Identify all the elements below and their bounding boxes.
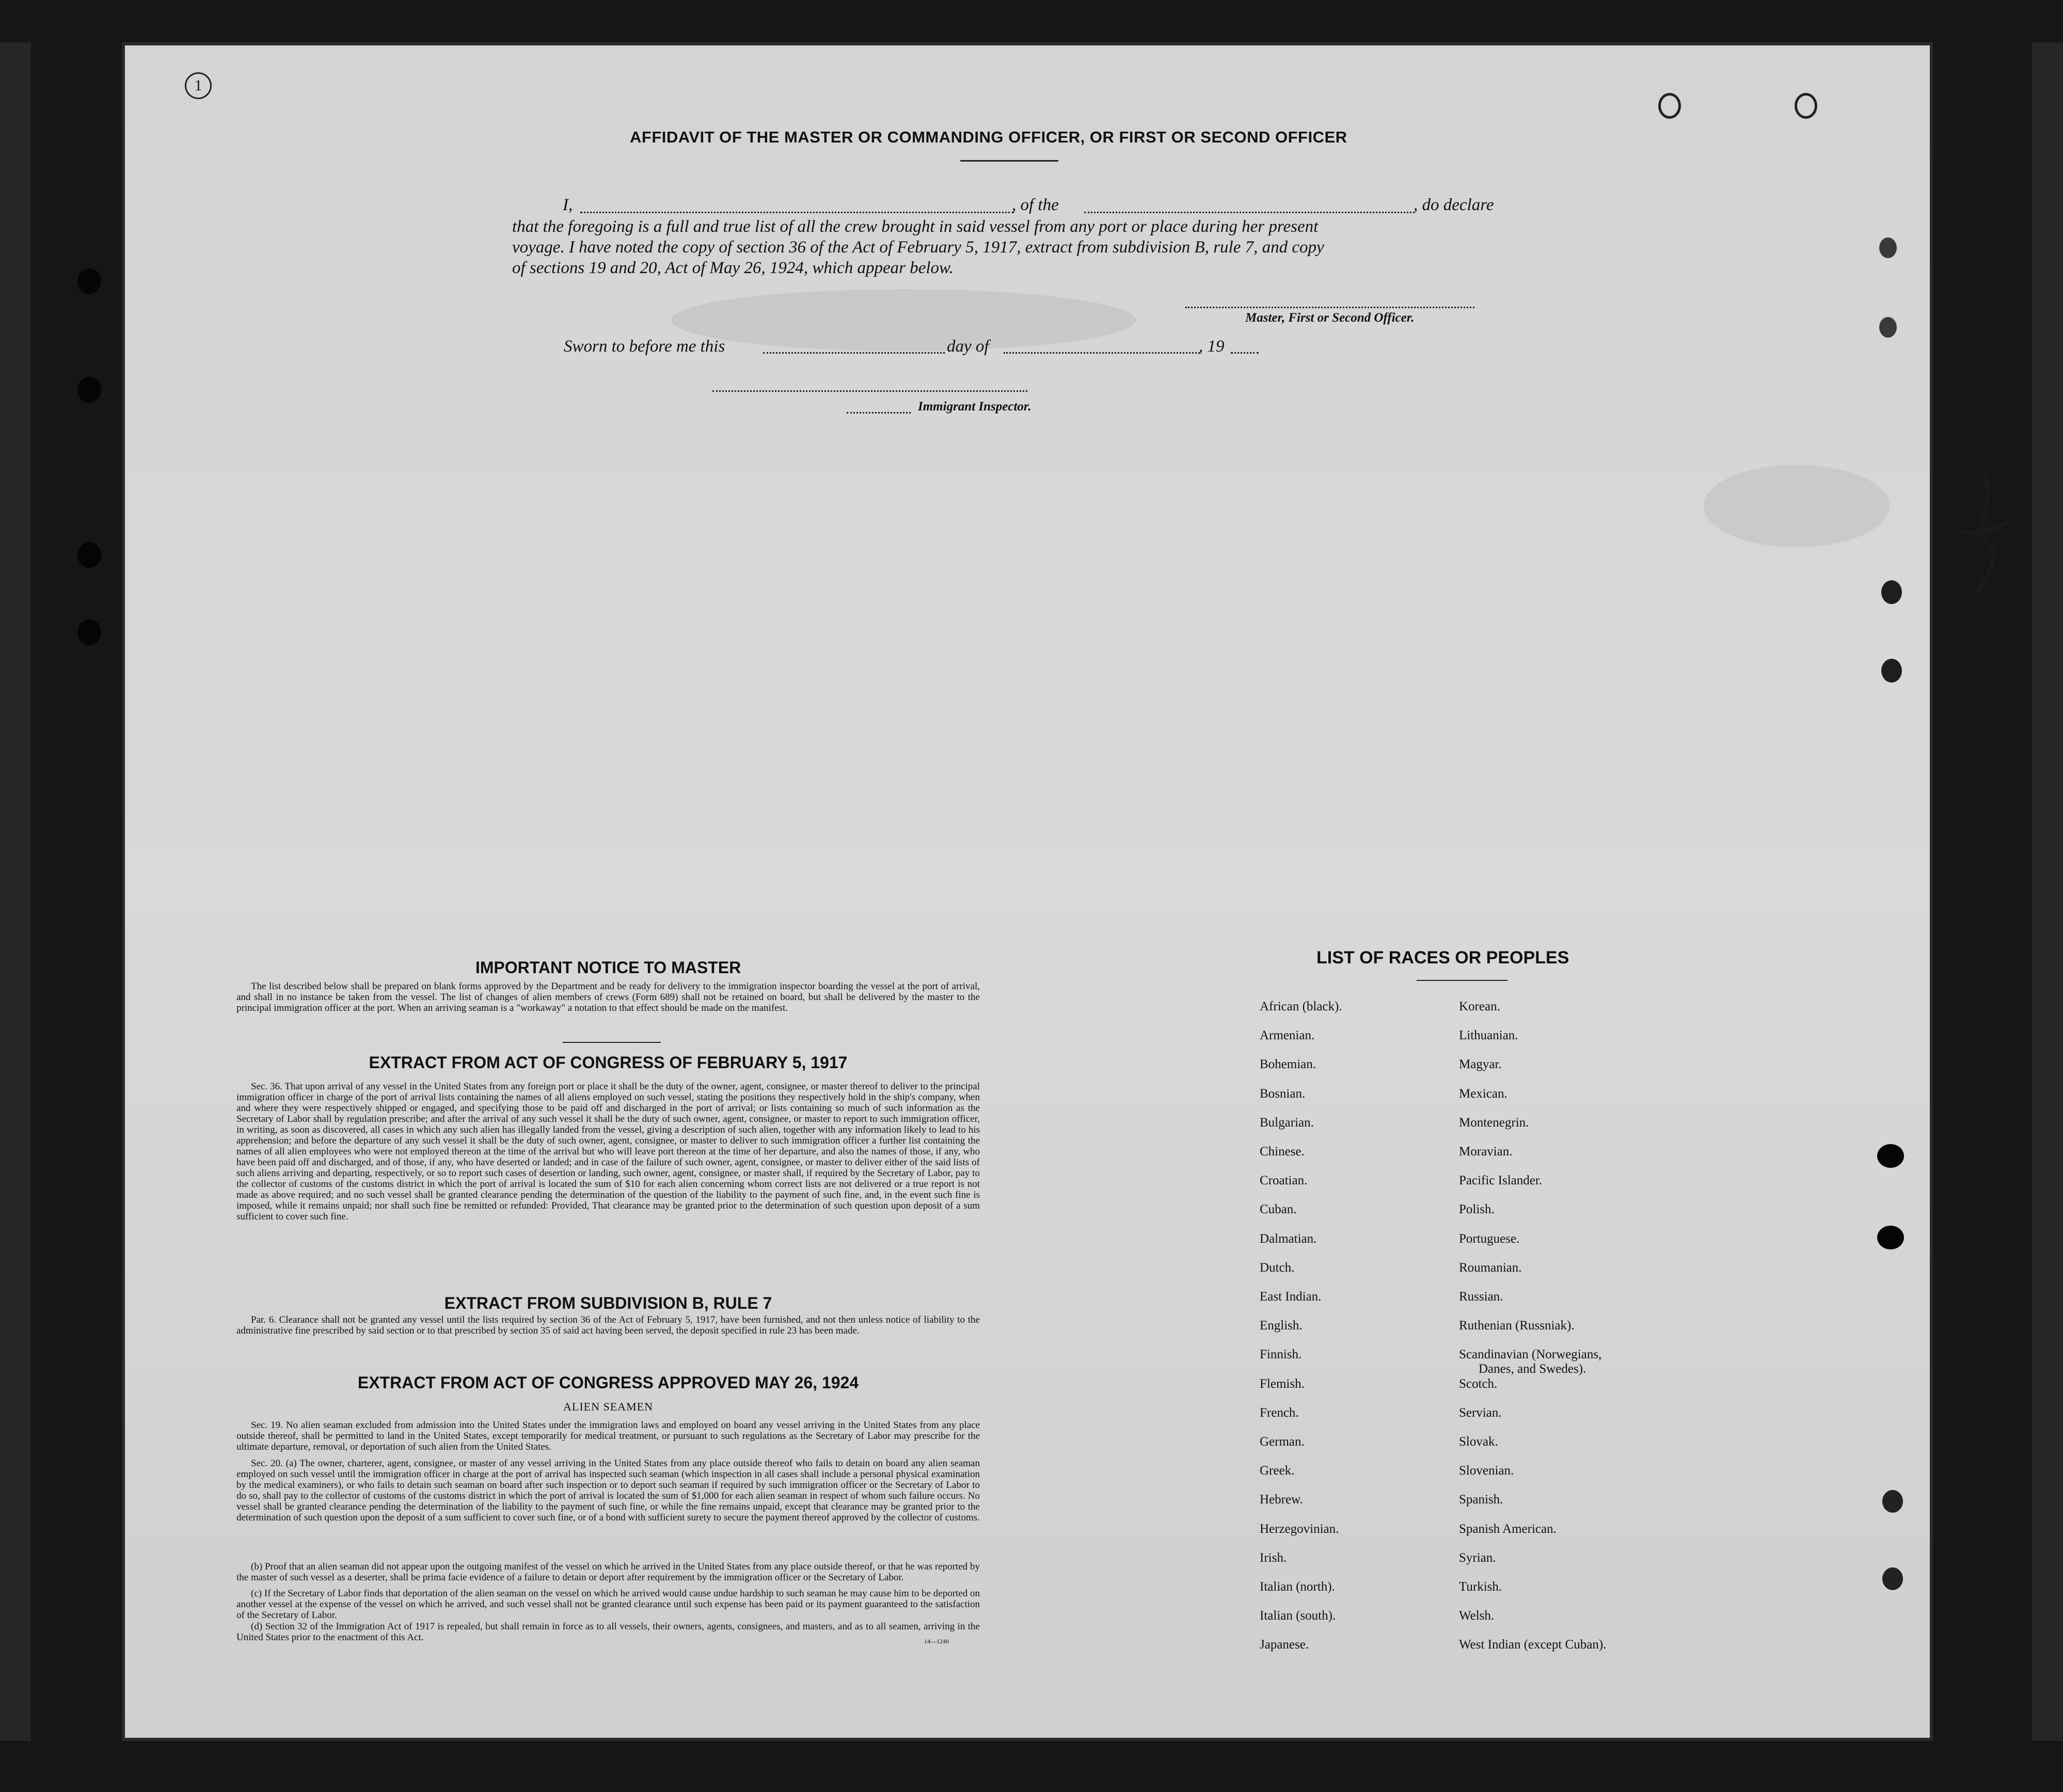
sec-20c-body: (c) If the Secretary of Labor finds that deportation of the alien seaman on the vessel on which he arrived would cause undue hardship to such seaman he may cause him to be deported on another vessel at the expense of the vessel on which he arrived, and such vessel shall not be granted clearance until such expense has been paid or its payment guaranteed to the satisfaction of the Secretary of Labor.: [236, 1588, 980, 1621]
sworn-year-line[interactable]: [1231, 352, 1259, 354]
race-item: Hebrew.: [1260, 1493, 1303, 1507]
race-item: Roumanian.: [1459, 1260, 1522, 1275]
races-title: LIST OF RACES OR PEOPLES: [1316, 948, 1569, 968]
divider: [563, 1042, 661, 1043]
form-number: 14—1240: [924, 1638, 949, 1645]
race-item: Montenegrin.: [1459, 1115, 1529, 1130]
affidavit-of-the: , of the: [1012, 196, 1059, 214]
race-item: Herzegovinian.: [1260, 1521, 1339, 1536]
race-item: Italian (south).: [1260, 1609, 1336, 1623]
race-item: Finnish.: [1260, 1347, 1302, 1362]
affidavit-do-declare: , do declare: [1414, 196, 1494, 214]
race-item: Bosnian.: [1260, 1086, 1306, 1101]
race-item: Flemish.: [1260, 1376, 1305, 1391]
notice-title: IMPORTANT NOTICE TO MASTER: [475, 958, 741, 977]
race-item: Japanese.: [1260, 1638, 1309, 1652]
bleed-through: [1704, 465, 1890, 547]
sec-19-body: Sec. 19. No alien seaman excluded from admission into the United States under the immigration laws and employed on board any vessel arriving in the United States from any place outside thereof, shall be permitted to land in the United States, except temporarily for medical treatment, or pursuant to such regulations as the Secretary of Labor may prescribe for the ultimate departure, removal, or deportation of such alien from the United States.: [236, 1420, 980, 1452]
race-item: Syrian.: [1459, 1550, 1496, 1565]
race-item: Pacific Islander.: [1459, 1173, 1543, 1188]
race-item: Mexican.: [1459, 1086, 1507, 1101]
sworn-day-line[interactable]: [763, 352, 945, 354]
inspector-signature-line[interactable]: [712, 390, 1027, 392]
bleed-through: [671, 289, 1136, 351]
binder-hole: [77, 377, 101, 403]
pen-stroke-mark: [1951, 465, 2013, 599]
race-item: Polish.: [1459, 1202, 1495, 1217]
name-field-line[interactable]: [580, 212, 1014, 213]
race-item: Slovak.: [1459, 1435, 1498, 1449]
race-item: West Indian (except Cuban).: [1459, 1638, 1607, 1652]
race-item: Greek.: [1260, 1464, 1295, 1478]
binder-hole: [1882, 1567, 1903, 1590]
binder-hole: [77, 268, 101, 294]
scan-border-right: [2032, 42, 2063, 1741]
race-item: Servian.: [1459, 1405, 1502, 1420]
race-item: Spanish.: [1459, 1493, 1503, 1507]
race-item: Magyar.: [1459, 1057, 1502, 1072]
binder-hole: [1881, 580, 1902, 604]
race-item: Dutch.: [1260, 1260, 1295, 1275]
race-item: Danes, and Swedes).: [1479, 1362, 1586, 1376]
race-item: East Indian.: [1260, 1290, 1322, 1304]
race-item: Scotch.: [1459, 1376, 1498, 1391]
scan-border-left: [0, 42, 31, 1741]
race-item: Bulgarian.: [1260, 1115, 1314, 1130]
master-signature-line[interactable]: [1185, 307, 1474, 308]
race-item: African (black).: [1260, 1000, 1342, 1013]
vessel-field-line[interactable]: [1084, 212, 1415, 213]
race-item: Welsh.: [1459, 1609, 1495, 1623]
race-item: Chinese.: [1260, 1145, 1305, 1159]
race-item: Italian (north).: [1260, 1580, 1335, 1594]
inspector-label: Immigrant Inspector.: [918, 400, 1032, 414]
extract-rule7-title: EXTRACT FROM SUBDIVISION B, RULE 7: [444, 1294, 772, 1312]
affidavit-line-4: of sections 19 and 20, Act of May 26, 1924, which appear below.: [512, 259, 954, 277]
race-item: Moravian.: [1459, 1145, 1513, 1159]
binder-hole: [77, 620, 101, 645]
race-item: Scandinavian (Norwegians,: [1459, 1347, 1602, 1362]
race-item: Cuban.: [1260, 1202, 1297, 1217]
binder-hole: [1877, 1226, 1904, 1249]
race-item: Lithuanian.: [1459, 1028, 1518, 1043]
sec-20b-body: (b) Proof that an alien seaman did not appear upon the outgoing manifest of the vessel on which he arrived in the United States from any place outside thereof, or that he was reported by the master of such vessel as a deserter, shall be prima facie evidence of a failure to detain or deport after requirement by the immigration officer or the Secretary of Labor.: [236, 1561, 980, 1583]
extract-1924-title: EXTRACT FROM ACT OF CONGRESS APPROVED MAY 26, 1924: [357, 1373, 859, 1392]
affidavit-line-3: voyage. I have noted the copy of section 36 of the Act of February 5, 1917, extract from subdivision B, rule 7, and copy: [512, 238, 1324, 257]
race-item: English.: [1260, 1319, 1303, 1333]
race-item: Korean.: [1459, 1000, 1500, 1013]
extract-1917-body: Sec. 36. That upon arrival of any vessel in the United States from any foreign port or place it shall be the duty of the owner, agent, consignee, or master thereof to deliver to the principal immigration officer in charge of the port of arrival lists containing the names of all aliens employed on such vessel, stating the positions they respectively hold in the ship's company, when and where they were respectively shipped or engaged, and specifying those to be paid off and discharged in the port of arrival; or lists containing so much of such information as the Secretary of Labor shall by regulation prescribe; and after the arrival of any such vessel it shall be the duty of such owner, agent, consignee, or master to report to such immigration officer, in writing, as soon as discovered, all cases in which any such alien has illegally landed from the vessel, giving a description of such alien, together with any information likely to lead to his apprehension; and before the departure of any such vessel it shall be the duty of such owner, agent, consignee, or master to deliver to such immigration officer a further list containing the names of all alien employees who were not employed thereon at the time of the arrival but who will leave port thereon at the time of her departure, and also the names of those, if any, who have been paid off and discharged, and of those, if any, who have deserted or landed; and in case of the failure of such owner, agent, consignee, or master to deliver either of the said lists of such aliens arriving and departing, respectively, or so to report such cases of desertion or landing, such owner, agent, consignee, or master shall, if required by the Secretary of Labor, pay to the collector of customs of the customs district in which the port of arrival is located the sum of $10 for each alien concerning whom correct lists are not delivered or a true report is not made as above required; and no such vessel shall be granted clearance pending the determination of the question of the liability to the payment of such fine, and, in the event such fine is imposed, while it remains unpaid; nor shall such fine be remitted or refunded: Provided, That clearance may be granted prior to the determination of such question upon deposit of a sum sufficient to cover such fine.: [236, 1081, 980, 1222]
affidavit-line-2: that the foregoing is a full and true list of all the crew brought in said vessel from any port or place during her present: [512, 217, 1319, 236]
day-of-label: day of: [947, 337, 989, 356]
race-item: Bohemian.: [1260, 1057, 1316, 1072]
binder-hole: [1879, 317, 1897, 338]
binder-hole: [1795, 93, 1817, 119]
extract-rule7-body: Par. 6. Clearance shall not be granted any vessel until the lists required by section 36 of the Act of February 5, 1917, have been furnished, and not then unless notice of liability to the administrative fine prescribed by said section or to that prescribed by section 35 of said act having been served, the deposit specified in rule 23 has been made.: [236, 1314, 980, 1336]
race-item: Ruthenian (Russniak).: [1459, 1319, 1575, 1333]
title-underline: [960, 160, 1058, 162]
notice-body: The list described below shall be prepared on blank forms approved by the Department and be ready for delivery to the immigration inspector boarding the vessel at the port of arrival, and shall in no instance be taken from the vessel. The list of changes of alien members of crews (Form 689) shall not be retained on board, but shall be delivered by the master to the principal immigration officer at the port. When an arriving seaman is a "workaway" a notation to that effect should be made on the manifest.: [236, 981, 980, 1013]
binder-hole: [1658, 93, 1681, 119]
extract-1917-title: EXTRACT FROM ACT OF CONGRESS OF FEBRUARY 5, 1917: [369, 1053, 848, 1072]
inspector-dots: [847, 412, 911, 414]
page-number: 1: [185, 72, 212, 99]
sec-20d-body: (d) Section 32 of the Immigration Act of 1917 is repealed, but shall remain in force as to all vessels, their owners, agents, consignees, and masters, and as to all seamen, arriving in the United States prior to the enactment of this Act.: [236, 1621, 980, 1643]
binder-hole: [1879, 237, 1897, 258]
binder-hole: [1882, 1490, 1903, 1513]
race-item: Portuguese.: [1459, 1231, 1520, 1246]
race-item: Spanish American.: [1459, 1521, 1557, 1536]
year-label: , 19: [1199, 337, 1225, 356]
binder-hole: [1881, 659, 1902, 683]
sworn-month-line[interactable]: [1004, 352, 1200, 354]
race-item: Irish.: [1260, 1550, 1287, 1565]
binder-hole: [1877, 1144, 1904, 1168]
race-item: German.: [1260, 1435, 1305, 1449]
master-signature-label: Master, First or Second Officer.: [1245, 311, 1415, 325]
race-item: Russian.: [1459, 1290, 1503, 1304]
alien-seamen-subtitle: ALIEN SEAMEN: [563, 1400, 653, 1413]
races-underline: [1417, 980, 1507, 981]
race-item: French.: [1260, 1405, 1299, 1420]
race-item: Dalmatian.: [1260, 1231, 1317, 1246]
race-item: Turkish.: [1459, 1580, 1502, 1594]
race-item: Armenian.: [1260, 1028, 1315, 1043]
sworn-label: Sworn to before me this: [564, 337, 725, 356]
affidavit-i: I,: [563, 196, 573, 214]
race-item: Croatian.: [1260, 1173, 1308, 1188]
sec-20a-body: Sec. 20. (a) The owner, charterer, agent, consignee, or master of any vessel arriving in the United States from any place outside thereof who fails to detain on board any alien seaman employed on such vessel until the immigration officer in charge at the port of arrival has inspected such seaman (which inspection in all cases shall include a personal physical examination by the medical examiners), or who fails to detain such seaman on board after such inspection or to deport such seaman if required by such immigration officer or the Secretary of Labor to do so, shall pay to the collector of customs of the customs district in which the port of arrival is located the sum of $1,000 for each alien seaman in respect of whom such failure occurs. No vessel shall be granted clearance pending the determination of the liability to the payment of such fine, or while the fine remains unpaid, except that clearance may be granted prior to the determination of such question upon the deposit of a sum sufficient to cover such fine, or of a bond with sufficient surety to secure the payment thereof approved by the collector of customs.: [236, 1458, 980, 1523]
race-item: Slovenian.: [1459, 1464, 1514, 1478]
affidavit-title: AFFIDAVIT OF THE MASTER OR COMMANDING OFFICER, OR FIRST OR SECOND OFFICER: [630, 128, 1347, 146]
binder-hole: [77, 542, 101, 568]
